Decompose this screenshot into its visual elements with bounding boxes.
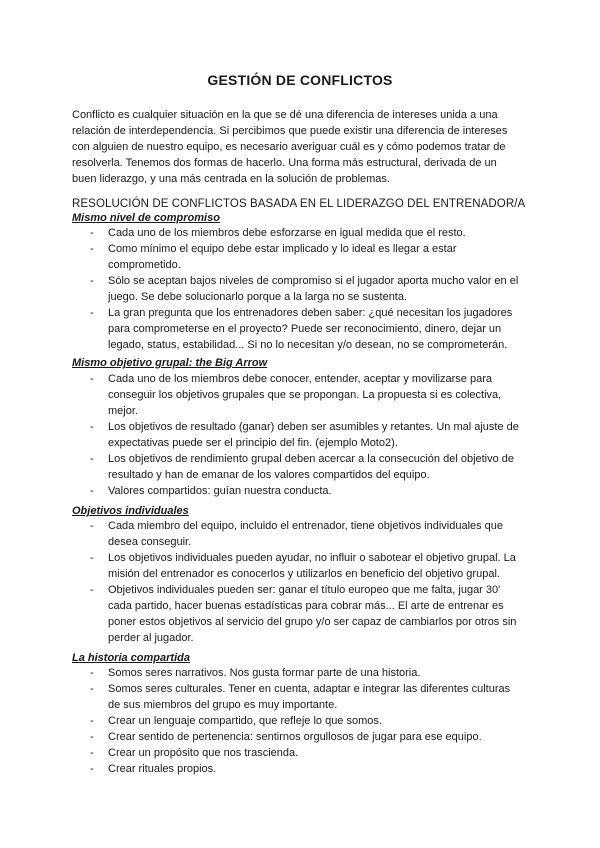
list-item: - Crear rituales propios. bbox=[72, 761, 524, 777]
section-heading: RESOLUCIÓN DE CONFLICTOS BASADA EN EL LIDERAZGO DEL ENTRENADOR/A bbox=[72, 198, 526, 210]
list-item: - Somos seres narrativos. Nos gusta formar parte de una historia. bbox=[72, 665, 524, 681]
list-item: - Objetivos individuales pueden ser: ganar el título europeo que me falta, jugar 30' cada partido, hacer buenas estadísticas para cobrar más... El arte de entrenar es poner estos objetivos al servicio del grupo y/o ser capaz de cambiarlos por otros sin perder al jugador. bbox=[72, 582, 524, 646]
list-item: - Crear un propósito que nos trascienda. bbox=[72, 745, 524, 761]
subheading-objetivo-grupal: Mismo objetivo grupal: the Big Arrow bbox=[72, 357, 268, 369]
list-item: - Los objetivos de rendimiento grupal deben acercar a la consecución del objetivo de resultado y han de emanar de los valores compartidos del equipo. bbox=[72, 451, 524, 483]
list-objetivo-grupal bbox=[72, 371, 524, 499]
intro-paragraph: Conflicto es cualquier situación en la que se dé una diferencia de intereses unida a una relación de interdependencia. Si percibimos que puede existir una diferencia de intereses con alguien de nuestro equipo, es necesario averiguar cuál es y cómo podemos tratar de resolverla. Tenemos dos formas de hacerlo. Una forma más estructural, derivada de un buen liderazgo, y una más centrada en la solución de problemas. bbox=[72, 109, 508, 185]
list-item: - Crear sentido de pertenencia: sentirnos orgullosos de jugar para ese equipo. bbox=[72, 729, 524, 745]
list-item: - Somos seres culturales. Tener en cuenta, adaptar e integrar las diferentes culturas de sus miembros del grupo es muy importante. bbox=[72, 681, 524, 713]
list-historia-compartida bbox=[72, 665, 524, 777]
subheading-historia-compartida: La historia compartida bbox=[72, 652, 190, 664]
list-item: - Los objetivos individuales pueden ayudar, no influir o sabotear el objetivo grupal. La misión del entrenador es conocerlos y utilizarlos en beneficio del objetivo grupal. bbox=[72, 550, 524, 582]
list-item: - Como mínimo el equipo debe estar implicado y lo ideal es llegar a estar comprometido. bbox=[72, 241, 524, 273]
list-item: - La gran pregunta que los entrenadores deben saber: ¿qué necesitan los jugadores para comprometerse en el proyecto? Puede ser reconocimiento, dinero, dejar un legado, status, estabilidad... Si no lo necesitan y/o desean, no se comprometerán. bbox=[72, 305, 524, 353]
list-objetivos-individuales bbox=[72, 518, 524, 646]
list-item: - Cada uno de los miembros debe esforzarse en igual medida que el resto. bbox=[72, 225, 524, 241]
list-item: - Crear un lenguaje compartido, que refleje lo que somos. bbox=[72, 713, 524, 729]
list-item: - Cada uno de los miembros debe conocer, entender, aceptar y movilizarse para conseguir los objetivos grupales que se propongan. La propuesta si es colectiva, mejor. bbox=[72, 371, 524, 419]
list-compromiso bbox=[72, 225, 524, 369]
list-item: - Sólo se aceptan bajos niveles de compromiso si el jugador aporta mucho valor en el juego. Se debe solucionarlo porque a la larga no se sustenta. bbox=[72, 273, 524, 305]
list-item: - Valores compartidos: guían nuestra conducta. bbox=[72, 483, 524, 499]
list-item: - Los objetivos de resultado (ganar) deben ser asumibles y retantes. Un mal ajuste de expectativas puede ser el principio del fin. (ejemplo Moto2). bbox=[72, 419, 524, 451]
subheading-objetivos-individuales: Objetivos individuales bbox=[72, 505, 189, 517]
subheading-compromiso: Mismo nivel de compromiso bbox=[72, 212, 220, 224]
page-title: GESTIÓN DE CONFLICTOS bbox=[207, 72, 393, 88]
list-item: - Cada miembro del equipo, incluido el entrenador, tiene objetivos individuales que desea conseguir. bbox=[72, 518, 524, 550]
